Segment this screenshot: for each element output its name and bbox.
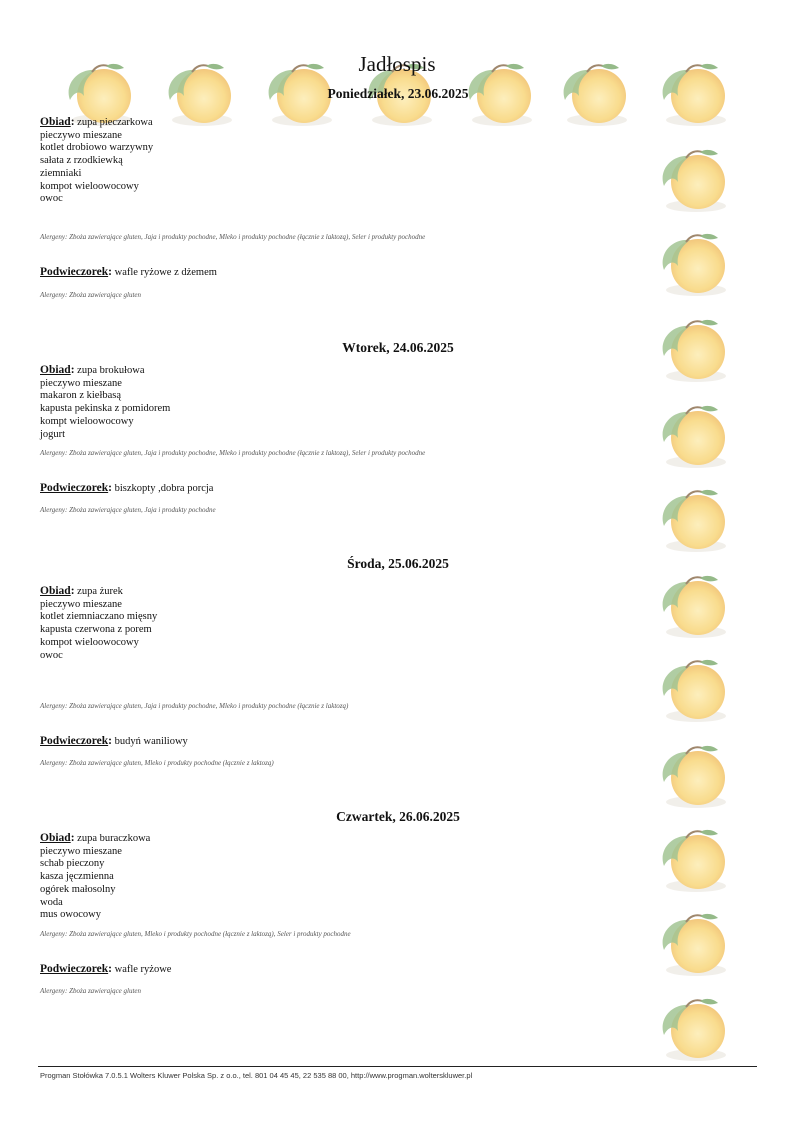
- menu-item: makaron z kiełbasą: [40, 390, 122, 402]
- snack-block: Podwieczorek: biszkopty ,dobra porcja: [40, 482, 214, 494]
- menu-item: ogórek małosolny: [40, 883, 116, 895]
- meal-label: Obiad: [40, 116, 71, 128]
- menu-item: kapusta czerwona z porem: [40, 624, 152, 636]
- snack-block: Podwieczorek: budyń waniliowy: [40, 735, 188, 747]
- menu-item: owoc: [40, 193, 63, 205]
- menu-item: zupa buraczkowa: [77, 833, 151, 844]
- menu-item: kasza jęczmienna: [40, 871, 114, 883]
- day-heading: Czwartek, 26.06.2025: [336, 809, 460, 824]
- snack-block: Podwieczorek: wafle ryżowe: [40, 963, 172, 975]
- allergen-note: Alergeny: Zboża zawierające gluten, Jaja i produkty pochodne: [40, 506, 216, 514]
- menu-item: kotlet drobiowo warzywny: [40, 142, 154, 154]
- allergen-note: Alergeny: Zboża zawierające gluten, Mleko i produkty pochodne (łącznie z laktozą): [40, 759, 274, 767]
- allergen-note: Alergeny: Zboża zawierające gluten, Mleko i produkty pochodne (łącznie z laktozą), Seler i produkty pochodne: [40, 930, 351, 938]
- allergen-note: Alergeny: Zboża zawierające gluten, Jaja i produkty pochodne, Mleko i produkty pochodne (łącznie z laktozą): [40, 702, 349, 710]
- menu-item: pieczywo mieszane: [40, 377, 122, 389]
- menu-item: budyń waniliowy: [114, 736, 188, 747]
- menu-item: zupa brokułowa: [77, 365, 145, 376]
- footer-divider: [38, 1066, 757, 1067]
- lunch-block: Obiad: zupa brokułowa pieczywo mieszane makaron z kiełbasą kapusta pekinska z pomidorem kompt wieloowocowy jogurt: [40, 364, 640, 441]
- day-heading: Wtorek, 24.06.2025: [342, 340, 454, 355]
- peach-icon: [656, 400, 728, 472]
- peach-icon: [656, 484, 728, 556]
- peach-icon: [656, 654, 728, 726]
- menu-item: zupa żurek: [77, 586, 123, 597]
- allergen-note: Alergeny: Zboża zawierające gluten: [40, 987, 142, 995]
- peach-icon: [656, 993, 728, 1065]
- menu-item: wafle ryżowe: [114, 964, 172, 975]
- allergen-note: Alergeny: Zboża zawierające gluten, Jaja i produkty pochodne, Mleko i produkty pochodne (łącznie z laktozą), Seler i produkty pochodne: [40, 233, 426, 241]
- menu-item: woda: [40, 896, 63, 908]
- meal-label: Podwieczorek: [40, 482, 109, 494]
- lunch-block: Obiad: zupa pieczarkowa pieczywo mieszane kotlet drobiowo warzywny sałata z rzodkiewką ziemniaki kompot wieloowocowy owoc: [40, 116, 640, 206]
- allergen-note: Alergeny: Zboża zawierające gluten: [40, 291, 142, 299]
- peach-icon: [656, 824, 728, 896]
- allergen-note: Alergeny: Zboża zawierające gluten, Jaja i produkty pochodne, Mleko i produkty pochodne (łącznie z laktozą), Seler i produkty pochodne: [40, 449, 426, 457]
- meal-label: Podwieczorek: [40, 735, 109, 747]
- peach-icon: [656, 908, 728, 980]
- menu-item: mus owocowy: [40, 909, 101, 921]
- menu-item: kotlet ziemniaczano mięsny: [40, 611, 158, 623]
- footer-text: Progman Stołówka 7.0.5.1 Wolters Kluwer Polska Sp. z o.o., tel. 801 04 45 45, 22 535 88 00, http://www.progman.wolterskluwer.pl: [40, 1071, 473, 1080]
- meal-label: Podwieczorek: [40, 963, 109, 975]
- menu-item: zupa pieczarkowa: [77, 117, 153, 128]
- peach-icon: [656, 144, 728, 216]
- menu-item: owoc: [40, 649, 63, 661]
- menu-item: jogurt: [40, 428, 66, 440]
- day-heading: Środa, 25.06.2025: [347, 556, 449, 571]
- meal-label: Obiad: [40, 585, 71, 597]
- page-title: Jadłospis: [358, 52, 436, 77]
- menu-item: kapusta pekinska z pomidorem: [40, 403, 171, 415]
- peach-icon: [656, 314, 728, 386]
- menu-item: kompot wieloowocowy: [40, 180, 139, 192]
- snack-block: Podwieczorek: wafle ryżowe z dżemem: [40, 266, 217, 278]
- peach-icon: [656, 740, 728, 812]
- lunch-block: Obiad: zupa żurek pieczywo mieszane kotlet ziemniaczano mięsny kapusta czerwona z porem kompot wieloowocowy owoc: [40, 585, 640, 662]
- lunch-block: Obiad: zupa buraczkowa pieczywo mieszane schab pieczony kasza jęczmienna ogórek małosolny woda mus owocowy: [40, 832, 640, 922]
- meal-label: Obiad: [40, 832, 71, 844]
- menu-item: biszkopty ,dobra porcja: [114, 483, 214, 494]
- meal-label: Podwieczorek: [40, 266, 109, 278]
- day-heading: Poniedziałek, 23.06.2025: [327, 86, 469, 101]
- meal-label: Obiad: [40, 364, 71, 376]
- peach-icon: [656, 228, 728, 300]
- peach-icon: [656, 570, 728, 642]
- menu-item: schab pieczony: [40, 858, 105, 870]
- menu-item: sałata z rzodkiewką: [40, 155, 123, 167]
- menu-item: pieczywo mieszane: [40, 129, 122, 141]
- menu-item: ziemniaki: [40, 167, 82, 179]
- menu-item: kompt wieloowocowy: [40, 415, 134, 427]
- menu-item: pieczywo mieszane: [40, 845, 122, 857]
- menu-item: kompot wieloowocowy: [40, 636, 139, 648]
- menu-item: pieczywo mieszane: [40, 598, 122, 610]
- menu-item: wafle ryżowe z dżemem: [114, 267, 217, 278]
